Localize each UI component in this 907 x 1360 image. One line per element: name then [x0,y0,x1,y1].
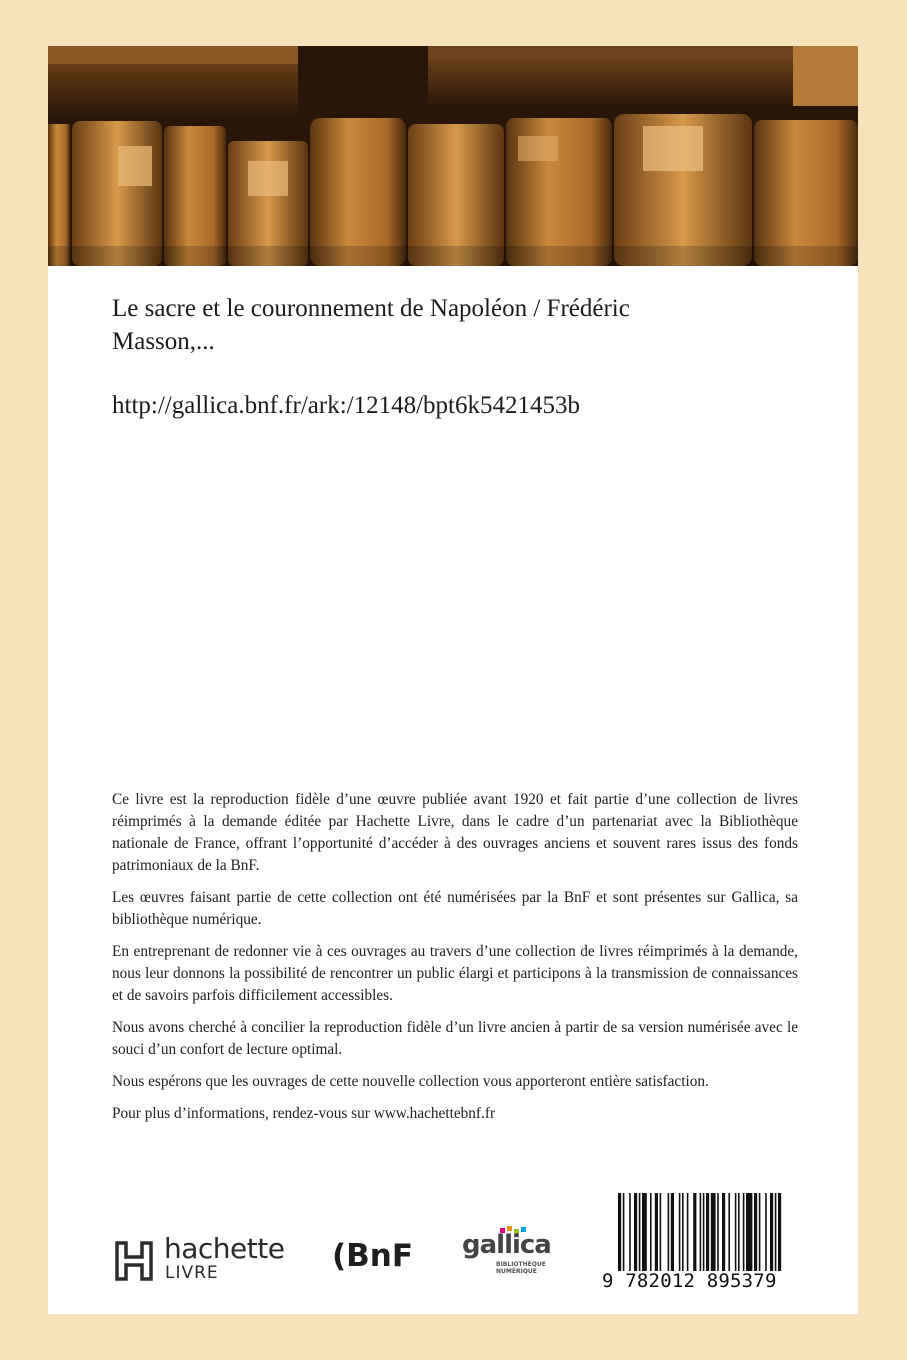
barcode-bar [623,1193,625,1271]
description-paragraph: Ce livre est la reproduction fidèle d’une œuvre publiée avant 1920 et fait partie d’une collection de livres réimprimés à la demande éditée par Hachette Livre, dans le cadre d’un partenariat avec la Bibliothèque nationale de France, offrant l’opportunité d’accéder à des ouvrages anciens et souvent rares issus des fonds patrimoniaux de la BnF. [112,791,798,874]
barcode-bar [682,1193,684,1271]
barcode-bar [735,1193,737,1271]
book-title-block [112,292,812,422]
barcode-bar [650,1193,652,1271]
barcode-bar [706,1193,709,1271]
hachette-h-icon [114,1240,156,1282]
barcode-bar [770,1193,773,1271]
barcode-bar [717,1193,719,1271]
barcode-bar [639,1193,641,1271]
publisher-logos [114,1226,574,1286]
gallica-subtitle: BIBLIOTHÈQUE NUMÉRIQUE [496,1261,546,1275]
barcode-bar [671,1193,674,1271]
description-paragraph: Les œuvres faisant partie de cette collection ont été numérisées par la BnF et sont présentes sur Gallica, sa bibliothèque numérique. [112,889,798,928]
barcode-bar [754,1193,757,1271]
barcode-bar [775,1193,777,1271]
barcode-bar [743,1193,745,1271]
description-paragraph: Nous espérons que les ouvrages de cette nouvelle collection vous apporteront entière satisfaction. [112,1073,709,1090]
description-paragraph: Nous avons cherché à concilier la reproduction fidèle d’un livre ancien à partir de sa version numérisée avec le souci d’un confort de lecture optimal. [112,1019,798,1058]
gallica-wordmark: gallica [462,1230,551,1260]
isbn-barcode [602,1193,842,1293]
barcode-bar [679,1193,681,1271]
description-text [112,789,798,1135]
book-spines-photo [48,46,858,266]
back-cover [48,46,858,1314]
barcode-bars [602,1193,842,1271]
livre-wordmark: LIVRE [165,1263,219,1283]
barcode-bar [618,1193,621,1271]
barcode-bar [711,1193,716,1271]
barcode-bar [642,1193,647,1271]
barcode-bar [655,1193,658,1271]
hachette-wordmark: hachette [164,1232,285,1265]
barcode-bar [728,1193,730,1271]
hachette-livre-logo [114,1232,294,1284]
barcode-bar [693,1193,696,1271]
bnf-logo: (BnF [332,1238,414,1274]
barcode-bar [700,1193,702,1271]
description-paragraph: Pour plus d’informations, rendez-vous sur www.hachettebnf.fr [112,1105,496,1122]
gallica-logo [462,1226,582,1286]
isbn-digits: 9 782012 895379 [602,1270,777,1292]
barcode-bar [778,1193,781,1271]
barcode-bar [634,1193,637,1271]
barcode-bar [765,1193,767,1271]
barcode-bar [738,1193,740,1271]
barcode-bar [687,1193,689,1271]
barcode-bar [668,1193,670,1271]
book-title-line2: Masson,... [112,328,215,355]
barcode-bar [759,1193,761,1271]
gallica-url: http://gallica.bnf.fr/ark:/12148/bpt6k5421453b [112,392,580,419]
barcode-bar [703,1193,705,1271]
book-title-line1: Le sacre et le couronnement de Napoléon / Frédéric [112,295,630,322]
barcode-bar [660,1193,662,1271]
description-paragraph: En entreprenant de redonner vie à ces ouvrages au travers d’une collection de livres réimprimés à la demande, nous leur donnons la possibilité de rencontrer un public élargi et participons à la transmission de connaissances et de savoirs parfois difficilement accessibles. [112,943,798,1004]
barcode-bar [629,1193,631,1271]
barcode-bar [722,1193,725,1271]
barcode-bar [746,1193,752,1271]
